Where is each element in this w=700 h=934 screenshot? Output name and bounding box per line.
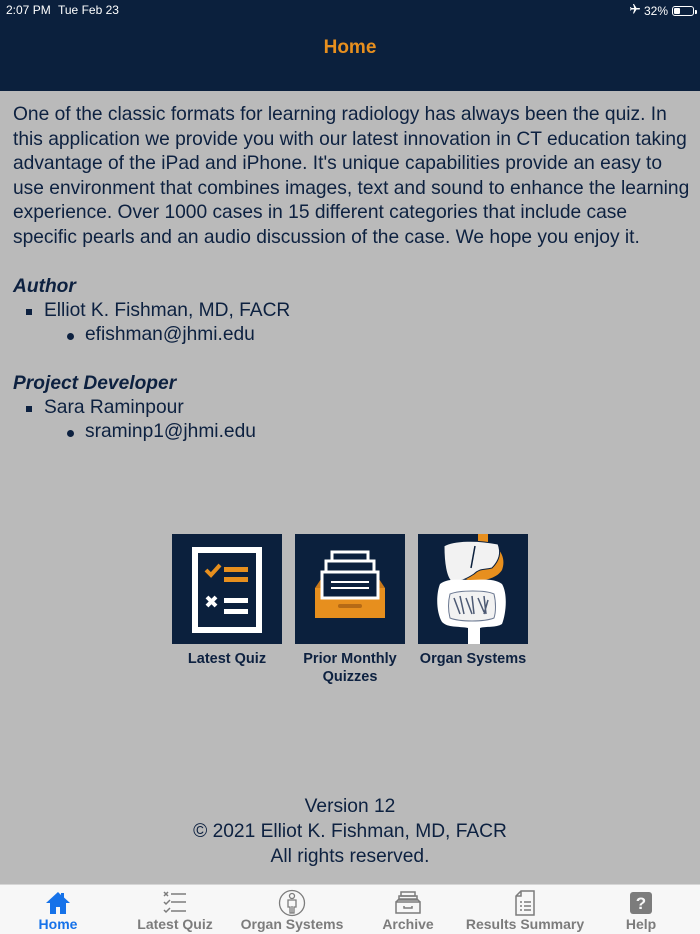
author-email-link[interactable]: efishman@jhmi.edu [13,323,693,348]
tab-results-summary-label: Results Summary [465,916,585,932]
latest-quiz-label: Latest Quiz [187,651,267,667]
rights-text: All rights reserved. [270,846,430,867]
document-list-icon [514,889,536,917]
tab-help-label: Help [625,916,657,932]
developer-heading: Project Developer [13,372,177,394]
version-info [0,794,700,869]
tab-results-summary[interactable] [466,885,584,934]
version-text: Version 12 [304,796,396,817]
archive-icon [394,889,422,917]
battery-percent: 32% [643,3,668,18]
latest-quiz-tile[interactable] [172,534,282,686]
developer-section [13,372,693,445]
status-date: Tue Feb 23 [58,3,119,17]
author-heading: Author [13,275,76,297]
home-icon [45,889,71,917]
tab-latest-quiz-label: Latest Quiz [137,916,213,932]
developer-name: Sara Raminpour [13,396,693,421]
tab-latest-quiz[interactable] [130,885,220,934]
navigation-header [0,0,700,91]
prior-monthly-quizzes-label: Prior Monthly Quizzes [303,651,397,685]
quiz-checklist-icon [172,534,282,644]
tab-bar [0,884,700,934]
tab-organ-systems-label: Organ Systems [240,916,344,932]
person-circle-icon [278,889,306,917]
author-section [13,275,693,348]
intro-paragraph: One of the classic formats for learning radiology has always been the quiz. In this application we provide you with our latest innovation in CT education taking advantage of the iPad and iPhone. It's unique capabilities provide an easy to use environment that combines images, text and sound to enhance the learning experience. Over 1000 cases in 15 different categories that include case specific pearls and an audio discussion of the case. We hope you enjoy it. [13,104,690,248]
tab-archive-label: Archive [382,916,434,932]
tab-organ-systems[interactable] [236,885,348,934]
tab-help[interactable] [610,885,672,934]
prior-monthly-quizzes-tile[interactable] [295,534,405,686]
developer-email-link[interactable]: sraminp1@jhmi.edu [13,420,693,445]
status-indicators [629,3,694,18]
feature-tiles [172,534,528,686]
tab-home[interactable] [18,885,98,934]
status-bar [0,0,700,20]
organ-systems-tile[interactable] [418,534,528,686]
copyright-text: © 2021 Elliot K. Fishman, MD, FACR [193,821,507,842]
organ-systems-label: Organ Systems [419,651,527,667]
status-time: 2:07 PM [6,3,51,17]
organs-icon [418,534,528,644]
checklist-icon [162,889,188,917]
battery-icon [672,6,694,16]
archive-drawer-icon [295,534,405,644]
svg-text:?: ? [635,894,647,913]
tab-archive[interactable] [368,885,448,934]
tab-home-label: Home [38,916,78,932]
home-content [13,103,693,445]
page-title: Home [323,37,377,58]
airplane-icon [629,3,641,18]
author-name: Elliot K. Fishman, MD, FACR [13,299,693,324]
help-icon [629,889,653,917]
